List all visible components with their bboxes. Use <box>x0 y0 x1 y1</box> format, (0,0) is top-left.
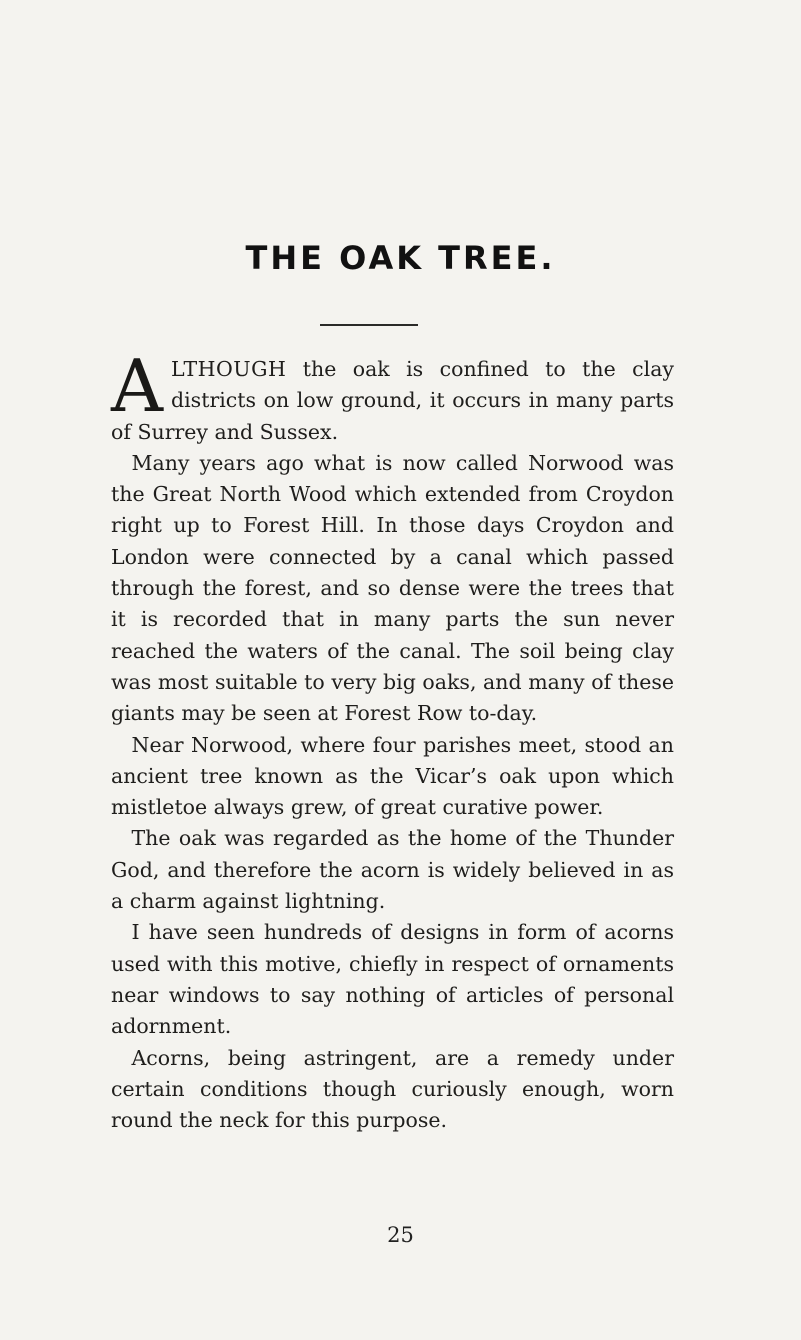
body-text <box>111 344 674 1136</box>
page-title: THE OAK TREE. <box>245 239 556 277</box>
drop-cap: A <box>111 344 163 428</box>
paragraph-6: Acorns, being astringent, are a remedy under certain conditions though curiously enough, worn round the neck for this purpose. <box>111 1045 674 1133</box>
page-number: 25 <box>387 1223 414 1247</box>
paragraph-1-text: the oak is confined to the clay districts on low ground, it occurs in many parts of Surrey and Sussex. <box>111 357 674 444</box>
paragraph-4: The oak was regarded as the home of the Thunder God, and therefore the acorn is widely believed in as a charm against lightning. <box>111 826 674 914</box>
title-divider <box>320 324 418 326</box>
paragraph-1 <box>111 344 674 448</box>
lead-caps: LTHOUGH <box>171 357 287 381</box>
paragraph-3: Near Norwood, where four parishes meet, stood an ancient tree known as the Vicar’s oak upon which mistletoe always grew, of great curative power. <box>111 732 674 820</box>
paragraph-5: I have seen hundreds of designs in form of acorns used with this motive, chiefly in respect of ornaments near windows to say nothing of articles of personal adornment. <box>111 920 674 1039</box>
paragraph-2: Many years ago what is now called Norwood was the Great North Wood which extended from Croydon right up to Forest Hill. In those days Croydon and London were connected by a canal which passed through the forest, and so dense were the trees that it is recorded that in many parts the sun never reached the waters of the canal. The soil being clay was most suitable to very big oaks, and many of these giants may be seen at Forest Row to-day. <box>111 450 674 726</box>
